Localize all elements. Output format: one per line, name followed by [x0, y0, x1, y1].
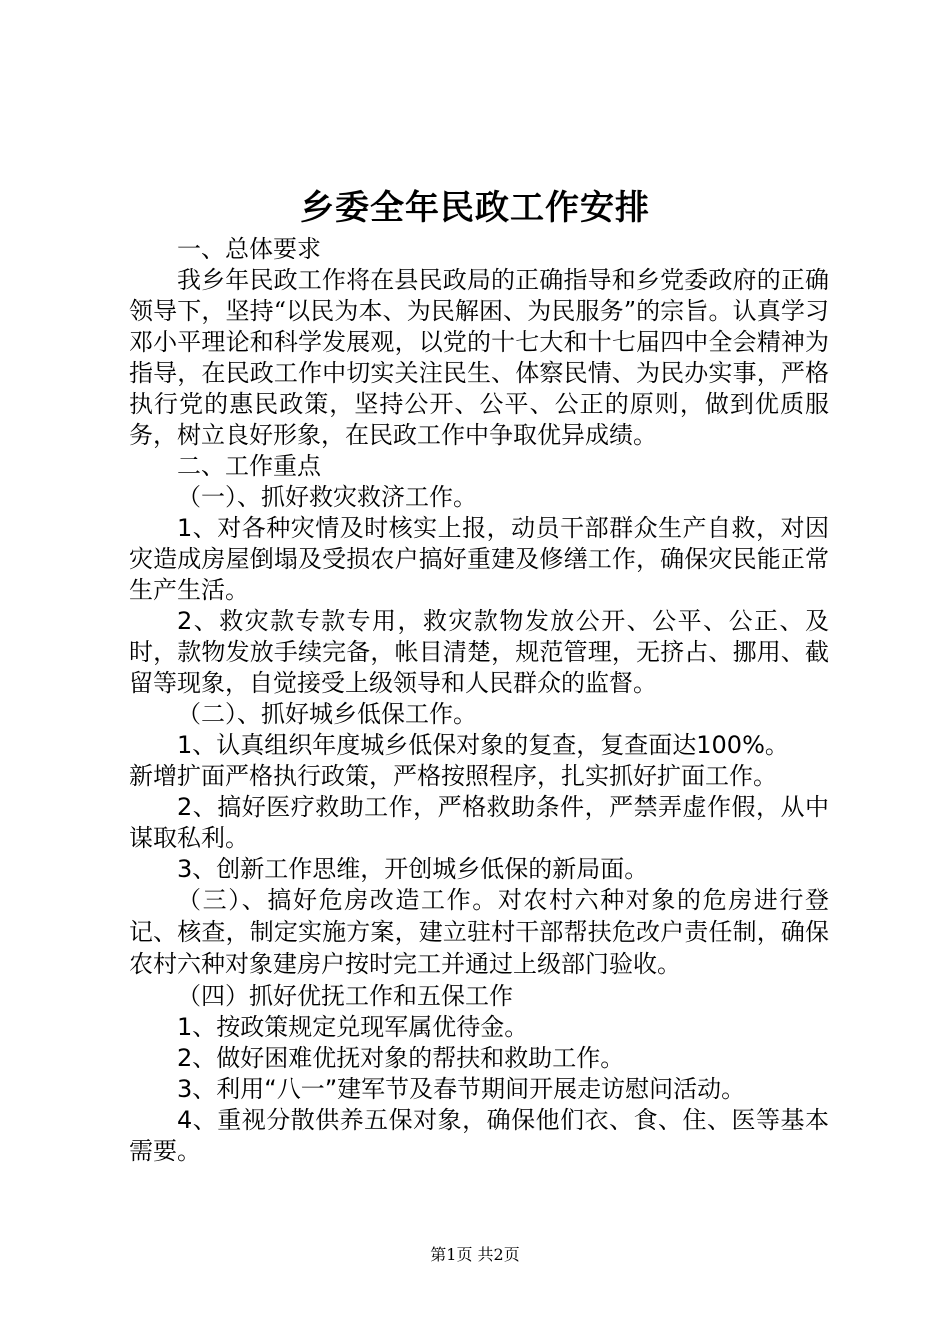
paragraph: 2、搞好医疗救助工作，严格救助条件，严禁弄虚作假，从中谋取私利。 — [129, 793, 829, 852]
subsection-heading: （四）抓好优抚工作和五保工作 — [177, 982, 513, 1010]
document-body — [129, 234, 829, 1167]
section-heading: 一、总体要求 — [177, 235, 321, 263]
subsection-heading: （二）、抓好城乡低保工作。 — [177, 700, 477, 728]
paragraph: 我乡年民政工作将在县民政局的正确指导和乡党委政府的正确领导下，坚持“以民为本、为民解困、为民服务”的宗旨。认真学习邓小平理论和科学发展观，以党的十七大和十七届四中全会精神为指导，在民政工作中切实关注民生、体察民情、为民办实事，严格执行党的惠民政策，坚持公开、公平、公正的原则，做到优质服务，树立良好形象，在民政工作中争取优异成绩。 — [129, 266, 829, 449]
paragraph: 新增扩面严格执行政策，严格按照程序，扎实抓好扩面工作。 — [129, 762, 777, 790]
paragraph — [129, 885, 829, 981]
subsection-heading: （三）、搞好危房改造工作。 — [177, 886, 498, 914]
document-title: 乡委全年民政工作安排 — [300, 188, 650, 228]
paragraph: 1、按政策规定兑现军属优待金。 — [177, 1013, 529, 1041]
paragraph: 4、重视分散供养五保对象，确保他们衣、食、住、医等基本需要。 — [129, 1106, 829, 1165]
paragraph-tail: 对农村六种对象的危房进行登记、核查，制定实施方案，建立驻村干部帮扶危改户责任制，确保农村六种对象建房户按时完工并通过上级部门验收。 — [129, 886, 830, 978]
subsection-heading: （一）、抓好救灾救济工作。 — [177, 483, 477, 511]
paragraph: 2、救灾款专款专用，救灾款物发放公开、公平、公正、及时，款物发放手续完备，帐目清楚，规范管理，无挤占、挪用、截留等现象，自觉接受上级领导和人民群众的监督。 — [129, 607, 829, 697]
paragraph: 3、创新工作思维，开创城乡低保的新局面。 — [177, 855, 649, 883]
paragraph: 2、做好困难优抚对象的帮扶和救助工作。 — [177, 1044, 625, 1072]
page-footer: 第1页 共2页 — [430, 1245, 520, 1264]
paragraph: 3、利用“八一”建军节及春节期间开展走访慰问活动。 — [177, 1075, 746, 1103]
paragraph: 1、认真组织年度城乡低保对象的复查，复查面达100%。 — [177, 731, 789, 759]
section-heading: 二、工作重点 — [177, 452, 321, 480]
paragraph: 1、对各种灾情及时核实上报，动员干部群众生产自救，对因灾造成房屋倒塌及受损农户搞好重建及修缮工作，确保灾民能正常生产生活。 — [129, 514, 829, 604]
